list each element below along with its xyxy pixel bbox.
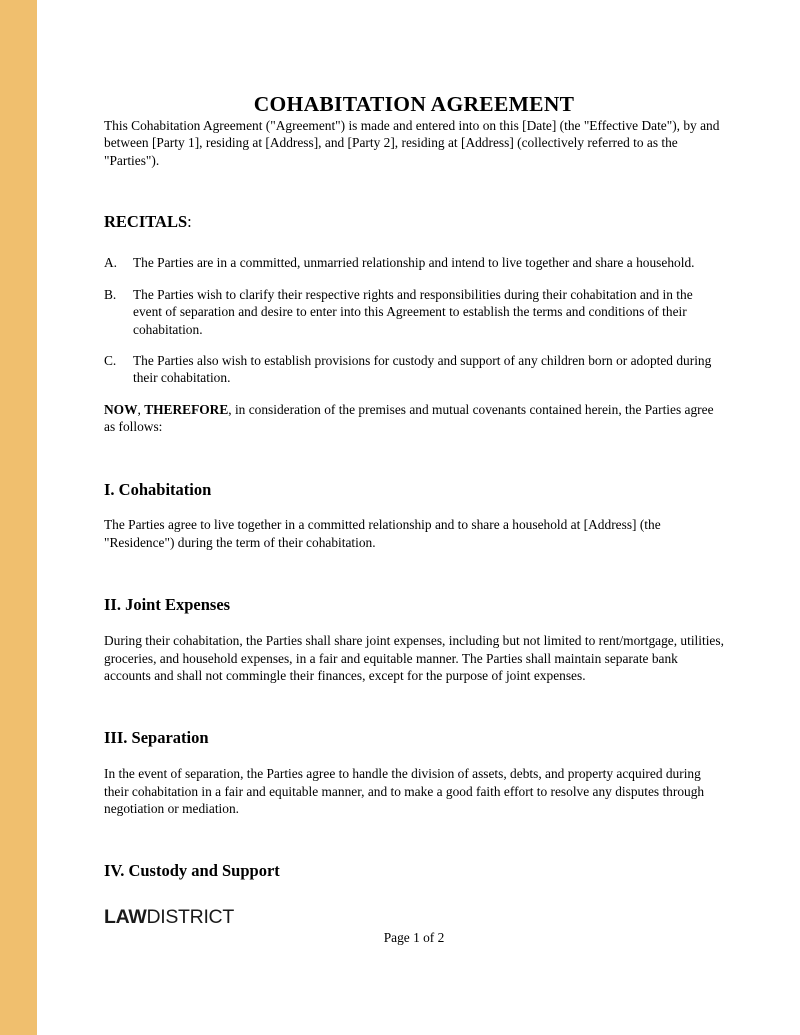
logo-district-text: DISTRICT xyxy=(146,906,234,928)
section-heading-iii: III. Separation xyxy=(104,728,209,748)
list-item xyxy=(104,254,724,271)
now-therefore-rest: , in consideration of the premises and mutual covenants contained herein, the Parties agree as follows: xyxy=(104,401,714,435)
now-separator: , xyxy=(137,401,145,417)
list-item xyxy=(104,352,724,387)
section-body-iii: In the event of separation, the Parties agree to handle the division of assets, debts, and property acquired during their cohabitation in a fair and equitable manner, and to make a good faith effort to resolve any disputes through negotiation or mediation. xyxy=(104,766,705,816)
section-heading-i: I. Cohabitation xyxy=(104,479,212,499)
now-label: NOW xyxy=(104,401,138,417)
list-item-text: The Parties are in a committed, unmarried relationship and intend to live together and share a household. xyxy=(133,255,695,271)
section-heading-iv: IV. Custody and Support xyxy=(104,861,280,881)
list-item-text: The Parties wish to clarify their respective rights and responsibilities during their cohabitation and in the event of separation and desire to enter into this Agreement to establish the terms and conditions of their cohabitation. xyxy=(133,286,693,337)
recitals-list xyxy=(104,232,724,387)
recitals-heading-colon: : xyxy=(187,212,192,232)
lawdistrict-logo xyxy=(104,906,234,929)
page-footer xyxy=(104,900,724,1035)
list-item-marker: B. xyxy=(104,286,117,302)
list-item-marker: A. xyxy=(104,255,118,271)
therefore-label: THEREFORE xyxy=(144,401,229,417)
list-item-marker: C. xyxy=(104,352,117,368)
left-accent-bar xyxy=(0,0,37,1035)
list-item-text: The Parties also wish to establish provisions for custody and support of any children born or adopted during their cohabitation. xyxy=(133,352,712,386)
section-body-i: The Parties agree to live together in a committed relationship and to share a household at [Address] (the "Residence") during the term of their cohabitation. xyxy=(104,517,661,550)
list-item xyxy=(104,286,724,338)
page-number: Page 1 of 2 xyxy=(383,930,445,945)
document-content xyxy=(104,0,724,1035)
recitals-heading xyxy=(104,169,724,232)
page-title: COHABITATION AGREEMENT xyxy=(253,92,575,116)
section-heading-ii: II. Joint Expenses xyxy=(104,595,231,615)
logo-law-text: LAW xyxy=(104,906,147,928)
section-body-ii: During their cohabitation, the Parties shall share joint expenses, including but not limited to rent/mortgage, utilities, groceries, and household expenses, in a fair and equitable manner. The Parties shall maintain separate bank accounts and shall not commingle their finances, except for the purpose of joint expenses. xyxy=(104,633,724,683)
intro-paragraph: This Cohabitation Agreement ("Agreement") is made and entered into on this [Date] (the "Effective Date"), by and between [Party 1], residing at [Address], and [Party 2], residing at [Address] (collectively referred to as the "Parties"). xyxy=(104,118,720,168)
recitals-heading-label: RECITALS xyxy=(104,212,188,232)
now-therefore-paragraph xyxy=(104,401,724,436)
